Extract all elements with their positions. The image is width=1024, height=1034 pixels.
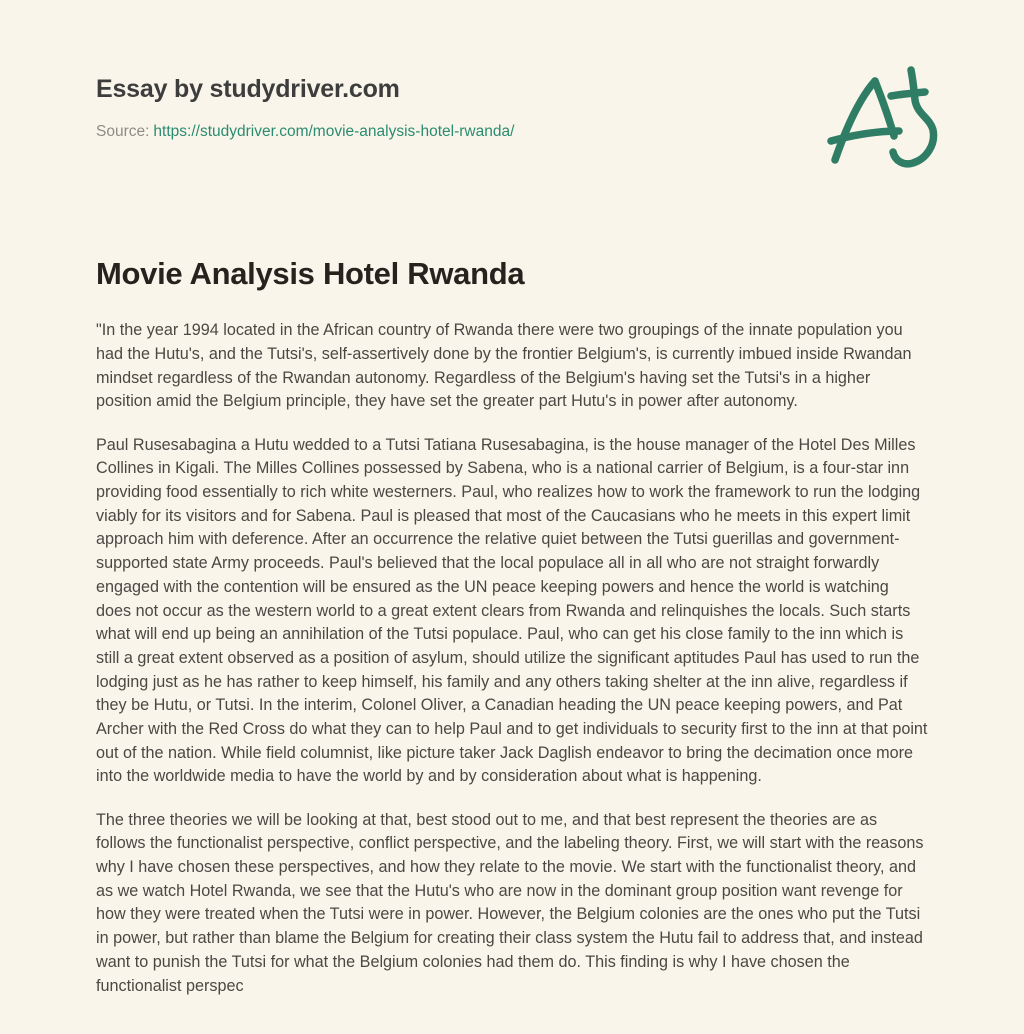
source-link[interactable]: https://studydriver.com/movie-analysis-hotel-rwanda/ [153, 122, 515, 140]
essay-body [96, 319, 928, 998]
source-label: Source: [96, 122, 150, 140]
site-heading: Essay by studydriver.com [96, 75, 400, 103]
essay-title: Movie Analysis Hotel Rwanda [96, 256, 525, 292]
a-plus-logo-icon [826, 62, 938, 174]
essay-paragraph-1: "In the year 1994 located in the African country of Rwanda there were two groupings of the innate population you had the Hutu's, and the Tutsi's, self-assertively done by the frontier Belgium's, is currently imbued inside Rwandan mindset regardless of the Rwandan autonomy. Regardless of the Belgium's having set the Tutsi's in a higher position amid the Belgium principle, they have set the greater part Hutu's in power after autonomy. [96, 321, 912, 411]
source-line [96, 123, 928, 142]
essay-paragraph-2: Paul Rusesabagina a Hutu wedded to a Tutsi Tatiana Rusesabagina, is the house manager of the Hotel Des Milles Collines in Kigali. The Milles Collines possessed by Sabena, who is a national carrier of Belgium, is a four-star inn providing food essentially to rich white westerners. Paul, who realizes how to work the framework to run the lodging viably for its visitors and for Sabena. Paul is pleased that most of the Caucasians who he meets in this expert limit approach him with deference. After an occurrence the relative quiet between the Tutsi guerillas and government-supported state Army proceeds. Paul's believed that the local populace all in all who are not straight forwardly engaged with the contention will be ensured as the UN peace keeping powers and hence the world is watching does not occur as the western world to a great extent clears from Rwanda and relinquishes the locals. Such starts what will end up being an annihilation of the Tutsi populace. Paul, who can get his close family to the inn which is still a great extent observed as a position of asylum, should utilize the significant aptitudes Paul has used to run the lodging just as he has rather to keep himself, his family and any others taking shelter at the inn alive, regardless if they be Hutu, or Tutsi. In the interim, Colonel Oliver, a Canadian heading the UN peace keeping powers, and Pat Archer with the Red Cross do what they can to help Paul and to get individuals to security first to the inn at that point out of the nation. While field columnist, like picture taker Jack Daglish endeavor to bring the decimation once more into the worldwide media to have the world by and by consideration about what is happening. [96, 435, 928, 786]
essay-paragraph-3: The three theories we will be looking at that, best stood out to me, and that best represent the theories are as follows the functionalist perspective, conflict perspective, and the labeling theory. First, we will start with the reasons why I have chosen these perspectives, and how they relate to the movie. We start with the functionalist theory, and as we watch Hotel Rwanda, we see that the Hutu's who are now in the dominant group position want revenge for how they were treated when the Tutsi were in power. However, the Belgium colonies are the ones who put the Tutsi in power, but rather than blame the Belgium for creating their class system the Hutu fail to address that, and instead want to punish the Tutsi for what the Belgium colonies had them do. This finding is why I have chosen the functionalist perspec [96, 810, 924, 995]
document-header [96, 76, 928, 141]
